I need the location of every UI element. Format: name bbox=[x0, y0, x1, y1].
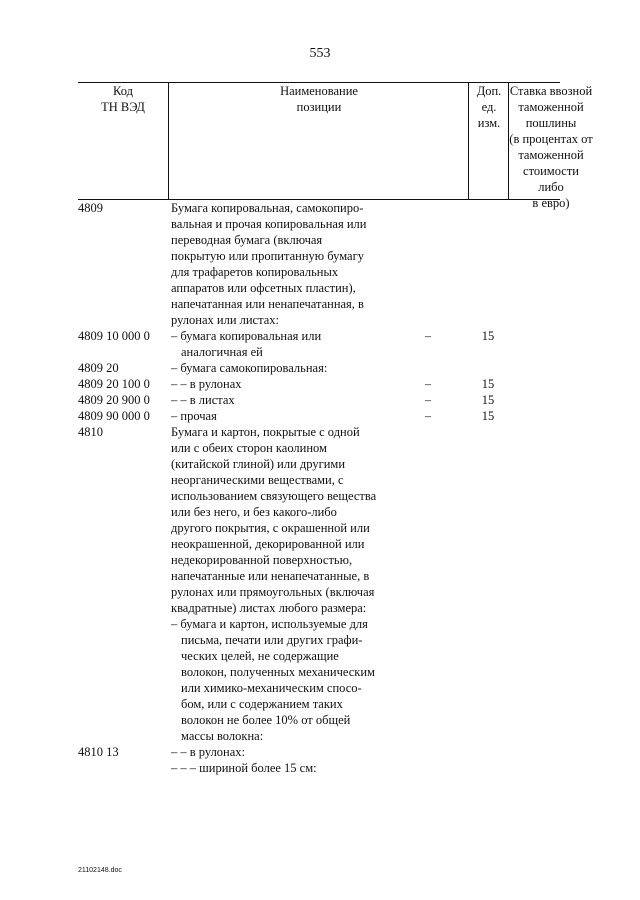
description-line: использованием связующего вещества bbox=[171, 489, 377, 503]
description-line: квадратные) листах любого размера: bbox=[171, 601, 367, 615]
header-rate-line: в евро) bbox=[532, 196, 570, 210]
header-rate-line: пошлины bbox=[525, 116, 577, 130]
description-line: (китайской глиной) или другими bbox=[171, 457, 346, 471]
hs-code: 4809 bbox=[78, 201, 103, 215]
item-description bbox=[171, 616, 467, 744]
header-rate-line: (в процентах от bbox=[509, 132, 593, 146]
description-line: – – в листах bbox=[171, 393, 235, 407]
additional-unit: – bbox=[424, 393, 432, 407]
table-row bbox=[78, 424, 560, 616]
description-line: бом, или с содержанием таких bbox=[181, 697, 343, 711]
description-line: напечатанные или ненапечатанные, в bbox=[171, 569, 370, 583]
table-row bbox=[78, 360, 560, 376]
description-line: неорганическими веществами, с bbox=[171, 473, 344, 487]
header-rate-line: таможенной bbox=[518, 100, 584, 114]
description-line: покрытую или пропитанную бумагу bbox=[171, 249, 364, 263]
item-description bbox=[171, 424, 467, 616]
table-row bbox=[78, 408, 560, 424]
header-unit bbox=[468, 83, 509, 199]
additional-unit: – bbox=[424, 329, 432, 343]
header-rate-line: Ставка ввозной bbox=[509, 84, 593, 98]
header-unit-line: изм. bbox=[477, 116, 501, 130]
header-code-line: Код bbox=[113, 84, 133, 98]
description-line: Бумага и картон, покрытые с одной bbox=[171, 425, 360, 439]
description-line: недекорированной поверхностью, bbox=[171, 553, 353, 567]
hs-code: 4809 20 bbox=[78, 361, 119, 375]
hs-code: 4809 90 000 0 bbox=[78, 409, 150, 423]
hs-code: 4810 13 bbox=[78, 745, 119, 759]
description-line: – бумага и картон, используемые для bbox=[171, 617, 368, 631]
table-row bbox=[78, 392, 560, 408]
table-row bbox=[78, 760, 560, 776]
table-row bbox=[78, 376, 560, 392]
header-rate bbox=[508, 83, 593, 210]
description-line: – – в рулонах: bbox=[171, 745, 246, 759]
description-line: массы волокна: bbox=[181, 729, 264, 743]
description-line: напечатанная или ненапечатанная, в bbox=[171, 297, 364, 311]
description-line: – – – шириной более 15 см: bbox=[171, 761, 317, 775]
header-code-line: ТН ВЭД bbox=[101, 100, 145, 114]
header-name-line: Наименование bbox=[280, 84, 358, 98]
description-line: рулонах или листах: bbox=[171, 313, 279, 327]
hs-code: 4809 20 900 0 bbox=[78, 393, 150, 407]
table-row bbox=[78, 328, 560, 360]
table-row bbox=[78, 616, 560, 744]
additional-unit: – bbox=[424, 377, 432, 391]
header-code bbox=[78, 83, 168, 199]
header-unit-line: ед. bbox=[481, 100, 497, 114]
table-row bbox=[78, 200, 560, 328]
description-line: переводная бумага (включая bbox=[171, 233, 323, 247]
header-unit-line: Доп. bbox=[476, 84, 502, 98]
description-line: письма, печати или других графи- bbox=[181, 633, 363, 647]
description-line: или без него, и без какого-либо bbox=[171, 505, 337, 519]
description-line: аналогичная ей bbox=[181, 345, 263, 359]
hs-code: 4809 20 100 0 bbox=[78, 377, 150, 391]
description-line: волокон не более 10% от общей bbox=[181, 713, 351, 727]
description-line: – прочая bbox=[171, 409, 217, 423]
description-line: аппаратов или офсетных пластин), bbox=[171, 281, 356, 295]
description-line: или химико-механическим спосо- bbox=[181, 681, 362, 695]
duty-rate: 15 bbox=[481, 377, 495, 391]
header-name bbox=[168, 83, 469, 199]
duty-rate: 15 bbox=[481, 409, 495, 423]
description-line: Бумага копировальная, самокопиро- bbox=[171, 201, 364, 215]
header-rate-line: стоимости либо bbox=[523, 164, 579, 194]
item-description bbox=[171, 200, 467, 328]
description-line: – бумага копировальная или bbox=[171, 329, 322, 343]
hs-code: 4809 10 000 0 bbox=[78, 329, 150, 343]
item-description bbox=[171, 760, 467, 776]
description-line: вальная и прочая копировальная или bbox=[171, 217, 367, 231]
description-line: ческих целей, не содержащие bbox=[181, 649, 339, 663]
description-line: рулонах или прямоугольных (включая bbox=[171, 585, 375, 599]
description-line: другого покрытия, с окрашенной или bbox=[171, 521, 370, 535]
description-line: – – в рулонах bbox=[171, 377, 242, 391]
hs-code: 4810 bbox=[78, 425, 103, 439]
duty-rate: 15 bbox=[481, 329, 495, 343]
item-description bbox=[171, 360, 467, 376]
description-line: неокрашенной, декорированной или bbox=[171, 537, 365, 551]
page-number: 553 bbox=[309, 46, 331, 61]
additional-unit: – bbox=[424, 409, 432, 423]
tariff-table-body bbox=[78, 200, 560, 776]
file-name-footer: 21102148.doc bbox=[78, 867, 122, 874]
header-name-line: позиции bbox=[296, 100, 342, 114]
description-line: для трафаретов копировальных bbox=[171, 265, 339, 279]
description-line: волокон, полученных механическим bbox=[181, 665, 375, 679]
item-description bbox=[171, 744, 467, 760]
description-line: или с обеих сторон каолином bbox=[171, 441, 327, 455]
table-row bbox=[78, 744, 560, 760]
description-line: – бумага самокопировальная: bbox=[171, 361, 328, 375]
duty-rate: 15 bbox=[481, 393, 495, 407]
header-rate-line: таможенной bbox=[518, 148, 584, 162]
